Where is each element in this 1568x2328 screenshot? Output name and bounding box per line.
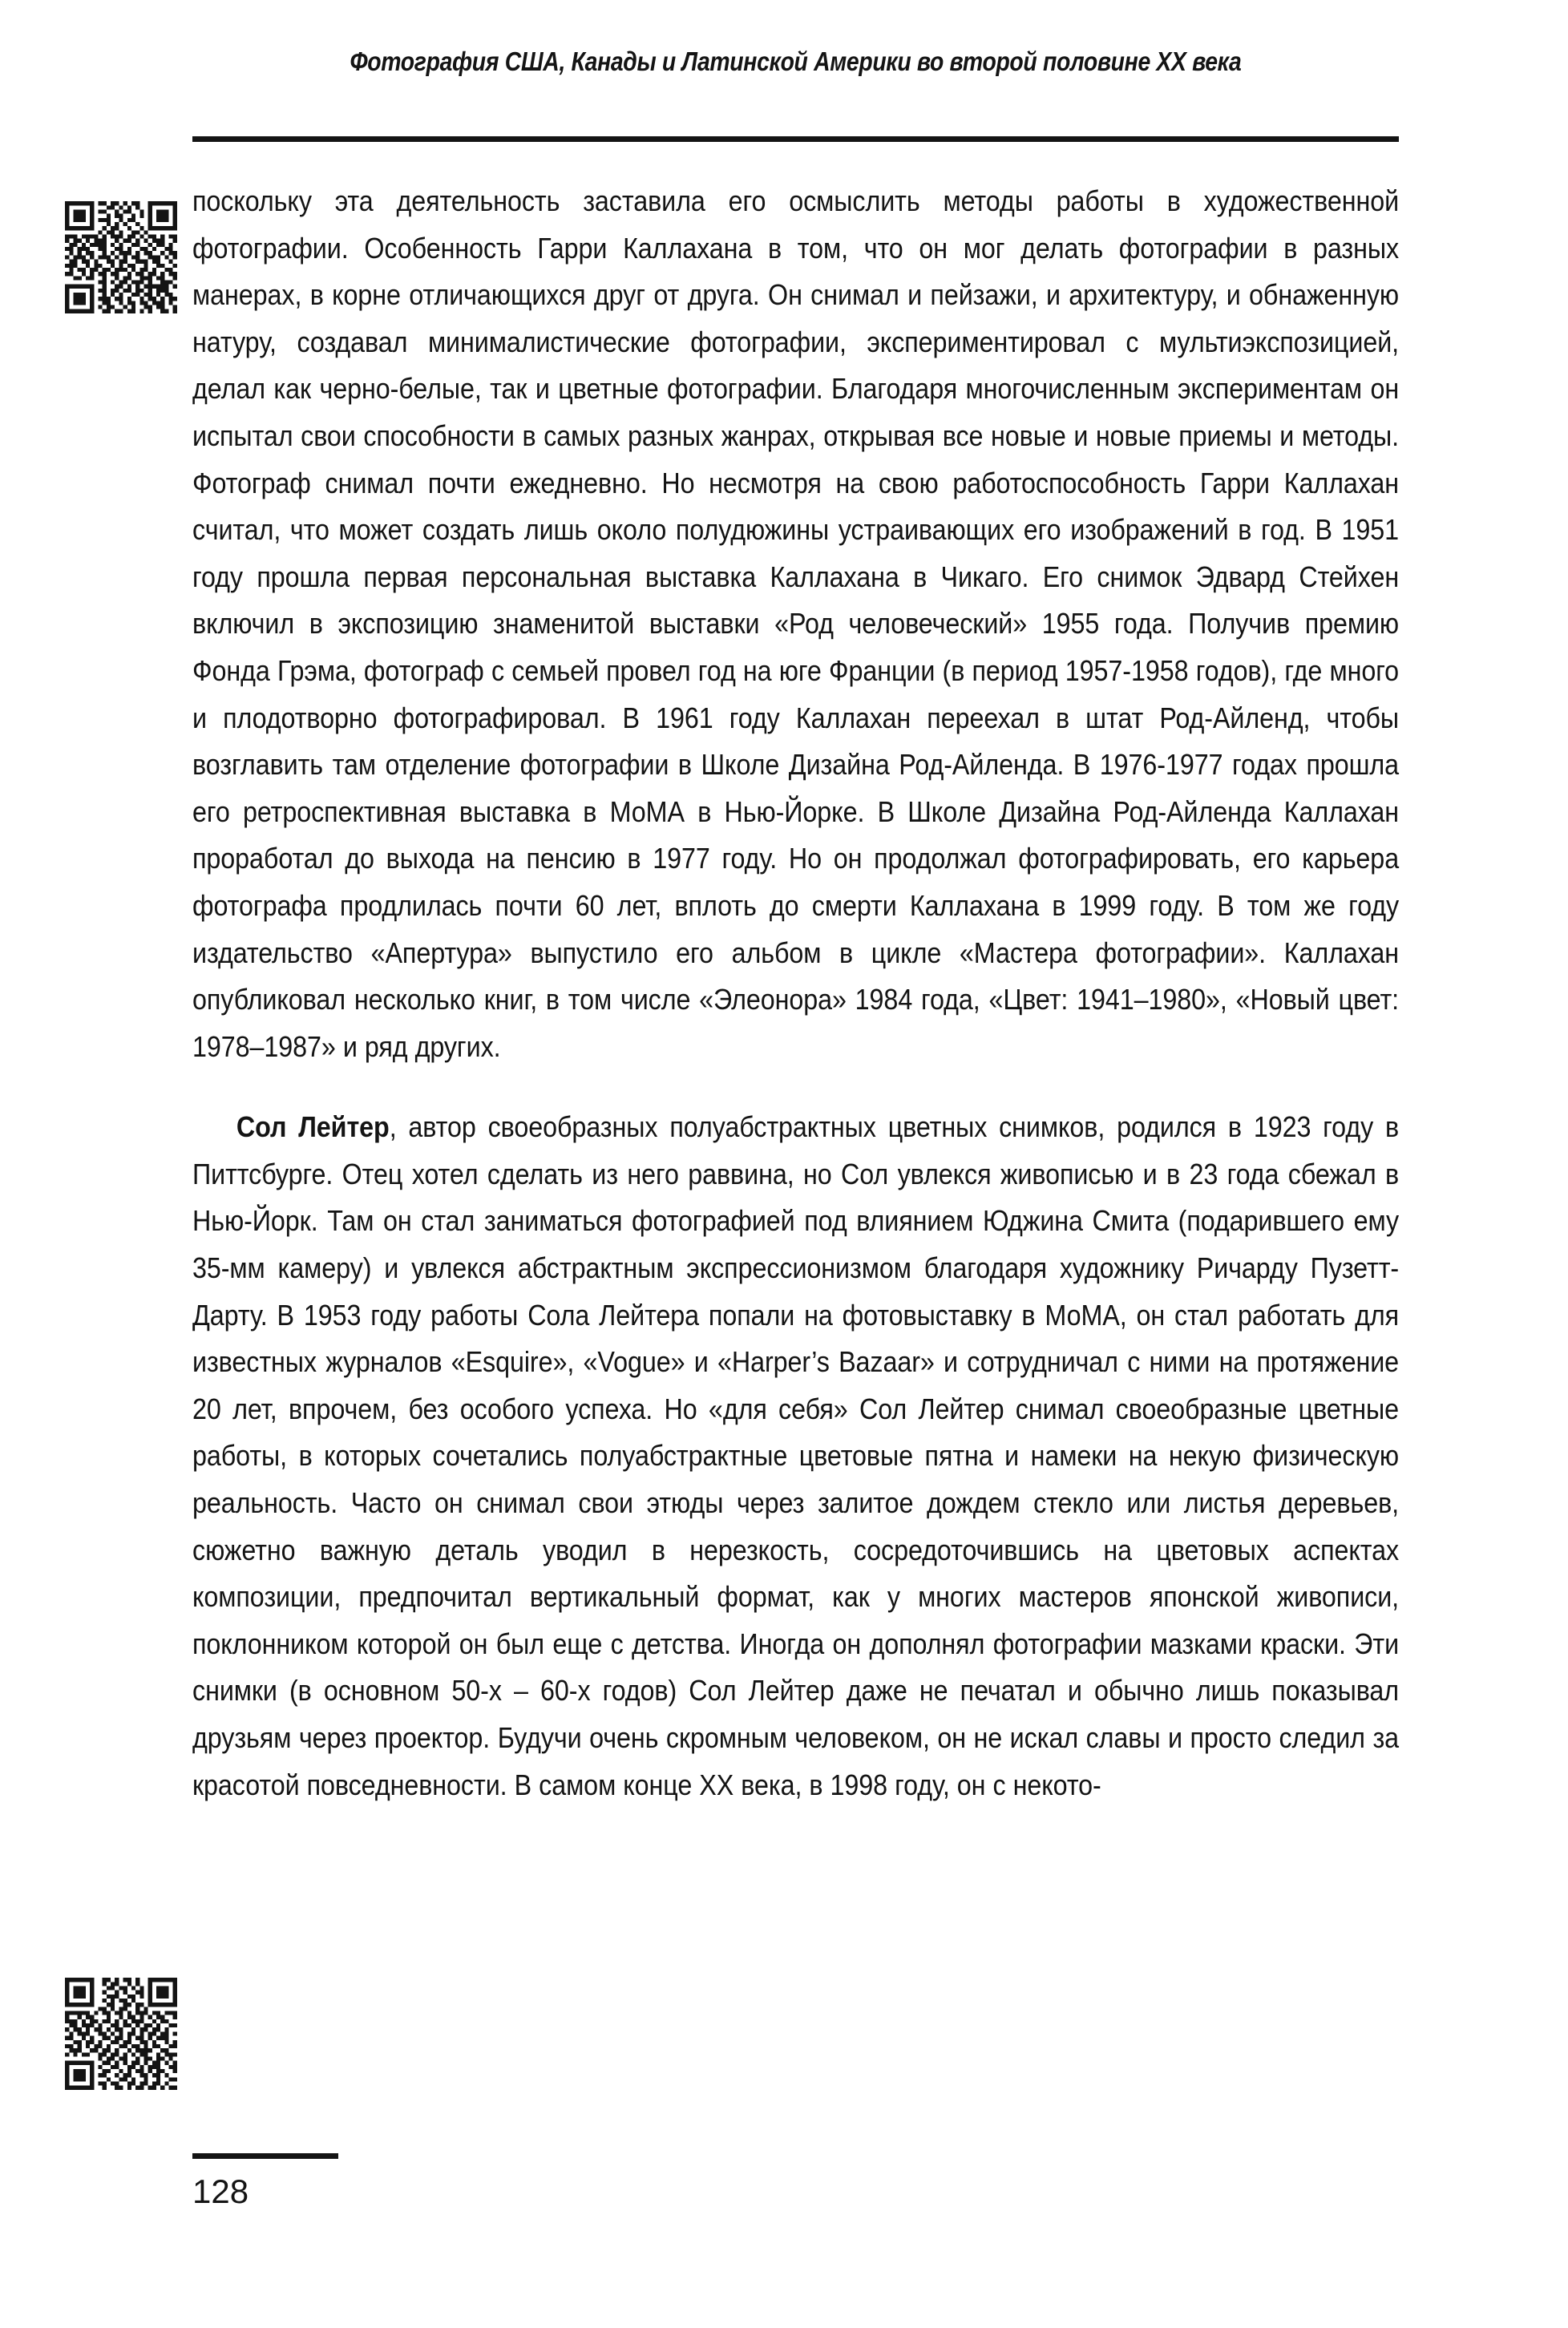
person-name-leiter: Сол Лейтер: [236, 1110, 390, 1144]
paragraph-leiter-text: , автор своеобразных полуабстрактных цветных снимков, родился в 1923 году в Питтсбурге. Отец хотел сделать из него раввина, но Сол увлекся живописью и в 23 года сбежал в Нью-Йорк. Там он стал заниматься фотографией под влиянием Юджина Смита (подарившего ему 35-мм камеру) и увлекся абстрактным экспрессионизмом благодаря художнику Ричарду Пузетт-Дарту. В 1953 году работы Сола Лейтера попали на фотовыставку в МоМА, он стал работать для известных журналов «Esquire», «Vogue» и «Harper’s Bazaar» и сотрудничал с ними на протяжение 20 лет, впрочем, без особого успеха. Но «для себя» Сол Лейтер снимал своеобразные цветные работы, в которых сочетались полуабстрактные цветовые пятна и намеки на некую физическую реальность. Часто он снимал свои этюды через залитое дождем стекло или листья деревьев, сюжетно важную деталь уводил в нерезкость, сосредоточившись на цветовых аспектах композиции, предпочитал вертикальный формат, как у многих мастеров японской живописи, поклонником которой он был еще с детства. Иногда он дополнял фотографии мазками краски. Эти снимки (в основном 50-х – 60-х годов) Сол Лейтер даже не печатал и обычно лишь показывал друзьям через проектор. Будучи очень скромным человеком, он не искал славы и просто следил за красотой повседневности. В самом конце XX века, в 1998 году, он с некото-: [192, 1110, 1400, 1801]
body-text-column: [192, 178, 1399, 1809]
page-number: 128: [192, 2172, 249, 2210]
qr-code-icon: [61, 1974, 181, 2094]
running-header: [192, 46, 1399, 77]
paragraph-leiter: [192, 1104, 1399, 1809]
header-divider: [192, 136, 1399, 142]
footer-divider: [192, 2153, 338, 2159]
qr-code-icon: [61, 197, 181, 317]
paragraph-callahan-text: поскольку эта деятельность заставила его осмыслить методы работы в художественной фотографии. Особенность Гарри Каллахана в том, что он мог делать фотографии в разных манерах, в корне отличающихся друг от друга. Он снимал и пейзажи, и архитектуру, и обнаженную натуру, создавал минималистические фотографии, экспериментировал с мультиэкспозицией, делал как черно-белые, так и цветные фотографии. Благодаря многочисленным экспериментам он испытал свои способности в самых разных жанрах, открывая все новые и новые приемы и методы. Фотограф снимал почти ежедневно. Но несмотря на свою работоспособность Гарри Каллахан считал, что может создать лишь около полудюжины устраивающих его изображений в год. В 1951 году прошла первая персональная выставка Каллахана в Чикаго. Его снимок Эдвард Стейхен включил в экспозицию знаменитой выставки «Род человеческий» 1955 года. Получив премию Фонда Грэма, фотограф с семьей провел год на юге Франции (в период 1957-1958 годов), где много и плодотворно фотографировал. В 1961 году Каллахан переехал в штат Род-Айленд, чтобы возглавить там отделение фотографии в Школе Дизайна Род-Айленда. В 1976-1977 годах прошла его ретроспективная выставка в МоМА в Нью-Йорке. В Школе Дизайна Род-Айленда Каллахан проработал до выхода на пенсию в 1977 году. Но он продолжал фотографировать, его карьера фотографа продлилась почти 60 лет, вплоть до смерти Каллахана в 1999 году. В том же году издательство «Апертура» выпустило его альбом в цикле «Мастера фотографии». Каллахан опубликовал несколько книг, в том числе «Элеонора» 1984 года, «Цвет: 1941–1980», «Новый цвет: 1978–1987» и ряд других.: [192, 184, 1400, 1063]
paragraph-callahan: [192, 178, 1399, 1070]
page-title: Фотография США, Канады и Латинской Америки во второй половине XX века: [350, 46, 1242, 76]
